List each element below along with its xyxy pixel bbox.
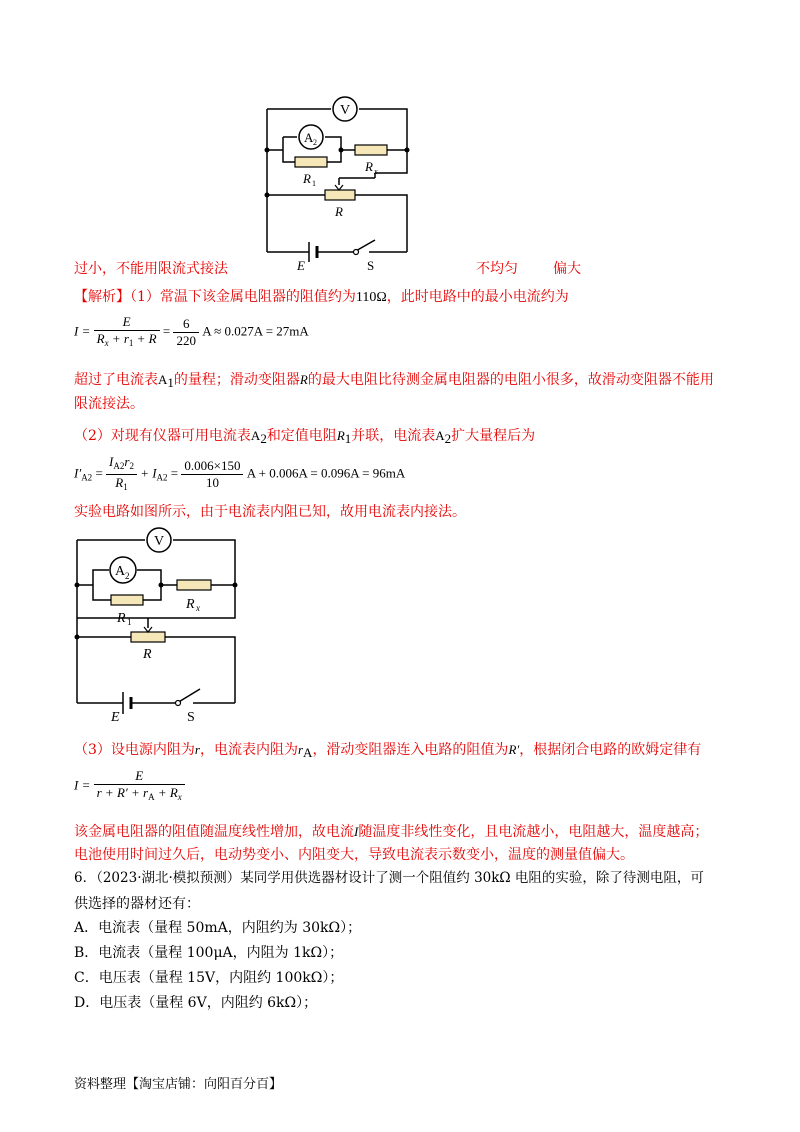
battery-e — [296, 242, 317, 272]
voltmeter — [333, 97, 357, 121]
question-6-stem-cont: 供选择的器材还有： — [74, 896, 200, 912]
svg-text:R: R — [143, 647, 152, 662]
svg-text:R: R — [117, 611, 126, 626]
svg-text:A: A — [304, 130, 314, 145]
rheostat-r — [325, 185, 355, 219]
voltmeter-label: V — [340, 103, 351, 118]
resistor-r1-2 — [111, 595, 143, 627]
svg-text:2: 2 — [313, 138, 317, 147]
circuit-diagram-top — [255, 92, 415, 272]
analysis-paragraph-2-cont: 限流接法。 — [74, 396, 144, 412]
option-c: C．电压表（量程 15V，内阻约 100kΩ）； — [74, 970, 344, 986]
switch-s-2 — [176, 701, 195, 726]
analysis-paragraph-2: 超过了电流表$A_1$的量程；滑动变阻器R的最大电阻比待测金属电阻器的电阻小很多，故滑动变阻器不能用 — [74, 372, 714, 390]
equation-1: I = $\frac{E}{R_x + r_1 + R}$ = $\frac{6}{220}$ A ≈ 0.027A = 27mA — [74, 314, 309, 348]
analysis-paragraph-1: 【解析】（1）常温下该金属电阻器的阻值约为110Ω，此时电路中的最小电流约为 — [74, 289, 569, 305]
svg-text:E: E — [297, 258, 305, 272]
svg-text:1: 1 — [127, 617, 132, 627]
svg-text:A: A — [115, 564, 126, 579]
equation-2: $I'_{A2}$ = $\frac{I_{A2}r_2}{R_1}$ + $I_{A2}$ = $\frac{0.006\times 150}{10}$ A + 0.006A = 0.096A = 96mA — [74, 454, 406, 492]
analysis-paragraph-3: （2）对现有仪器可用电流表$A_2$和定值电阻$R_1$并联，电流表$A_2$扩大量程后为 — [74, 428, 536, 446]
analysis-paragraph-6: 该金属电阻器的阻值随温度线性增加，故电流I随温度非线性变化，且电流越小，电阻越大，温度越高； — [74, 824, 709, 840]
svg-text:R: R — [186, 597, 195, 612]
option-d: D．电压表（量程 6V，内阻约 6kΩ）； — [74, 995, 318, 1011]
svg-text:E: E — [111, 710, 120, 725]
svg-text:S: S — [367, 258, 375, 272]
equation-3: I = $\frac{E}{r + R' + r_A + R_x}$ — [74, 768, 185, 805]
resistor-rx — [355, 145, 387, 176]
svg-text:R: R — [303, 171, 311, 186]
svg-text:x: x — [374, 167, 378, 176]
option-a: A．电流表（量程 50mA，内阻约为 30kΩ）； — [74, 920, 362, 936]
answer-line-mid: 不均匀 — [476, 261, 518, 277]
resistor-rx-2 — [177, 580, 211, 613]
answer-line-right: 偏大 — [553, 261, 581, 277]
svg-text:1: 1 — [312, 179, 316, 188]
switch-s — [354, 250, 375, 273]
battery-e-2 — [110, 692, 131, 725]
option-b: B．电流表（量程 100μA，内阻为 1kΩ）； — [74, 945, 344, 961]
analysis-paragraph-7: 电池使用时间过久后，电动势变小、内阻变大，导致电流表示数变小，温度的测量值偏大。 — [74, 847, 634, 863]
circuit-diagram-analysis — [65, 525, 245, 725]
analysis-paragraph-5: （3）设电源内阻为r，电流表内阻为$r_A$，滑动变阻器连入电路的阻值为R′，根据闭合电路的欧姆定律有 — [74, 742, 702, 760]
svg-text:S: S — [187, 710, 195, 725]
svg-text:R: R — [335, 204, 343, 219]
ammeter-a2 — [299, 125, 323, 149]
svg-text:2: 2 — [125, 571, 130, 581]
voltmeter-2 — [147, 528, 171, 552]
svg-text:R: R — [365, 159, 373, 174]
ammeter-a2-2 — [110, 557, 136, 583]
analysis-tag: 【解析】 — [74, 289, 130, 305]
question-6-stem: 6．（2023·湖北·模拟预测）某同学用供选器材设计了测一个阻值约 30kΩ 电阻的实验，除了待测电阻，可 — [74, 870, 704, 886]
page-footer: 资料整理【淘宝店铺：向阳百分百】 — [74, 1077, 283, 1092]
resistor-r1 — [295, 157, 327, 188]
analysis-paragraph-4: 实验电路如图所示，由于电流表内阻已知，故用电流表内接法。 — [74, 504, 466, 520]
rheostat-r-2 — [131, 627, 165, 662]
svg-text:V: V — [154, 534, 165, 549]
answer-line-left: 过小，不能用限流式接法 — [74, 261, 228, 277]
svg-text:x: x — [196, 603, 200, 613]
